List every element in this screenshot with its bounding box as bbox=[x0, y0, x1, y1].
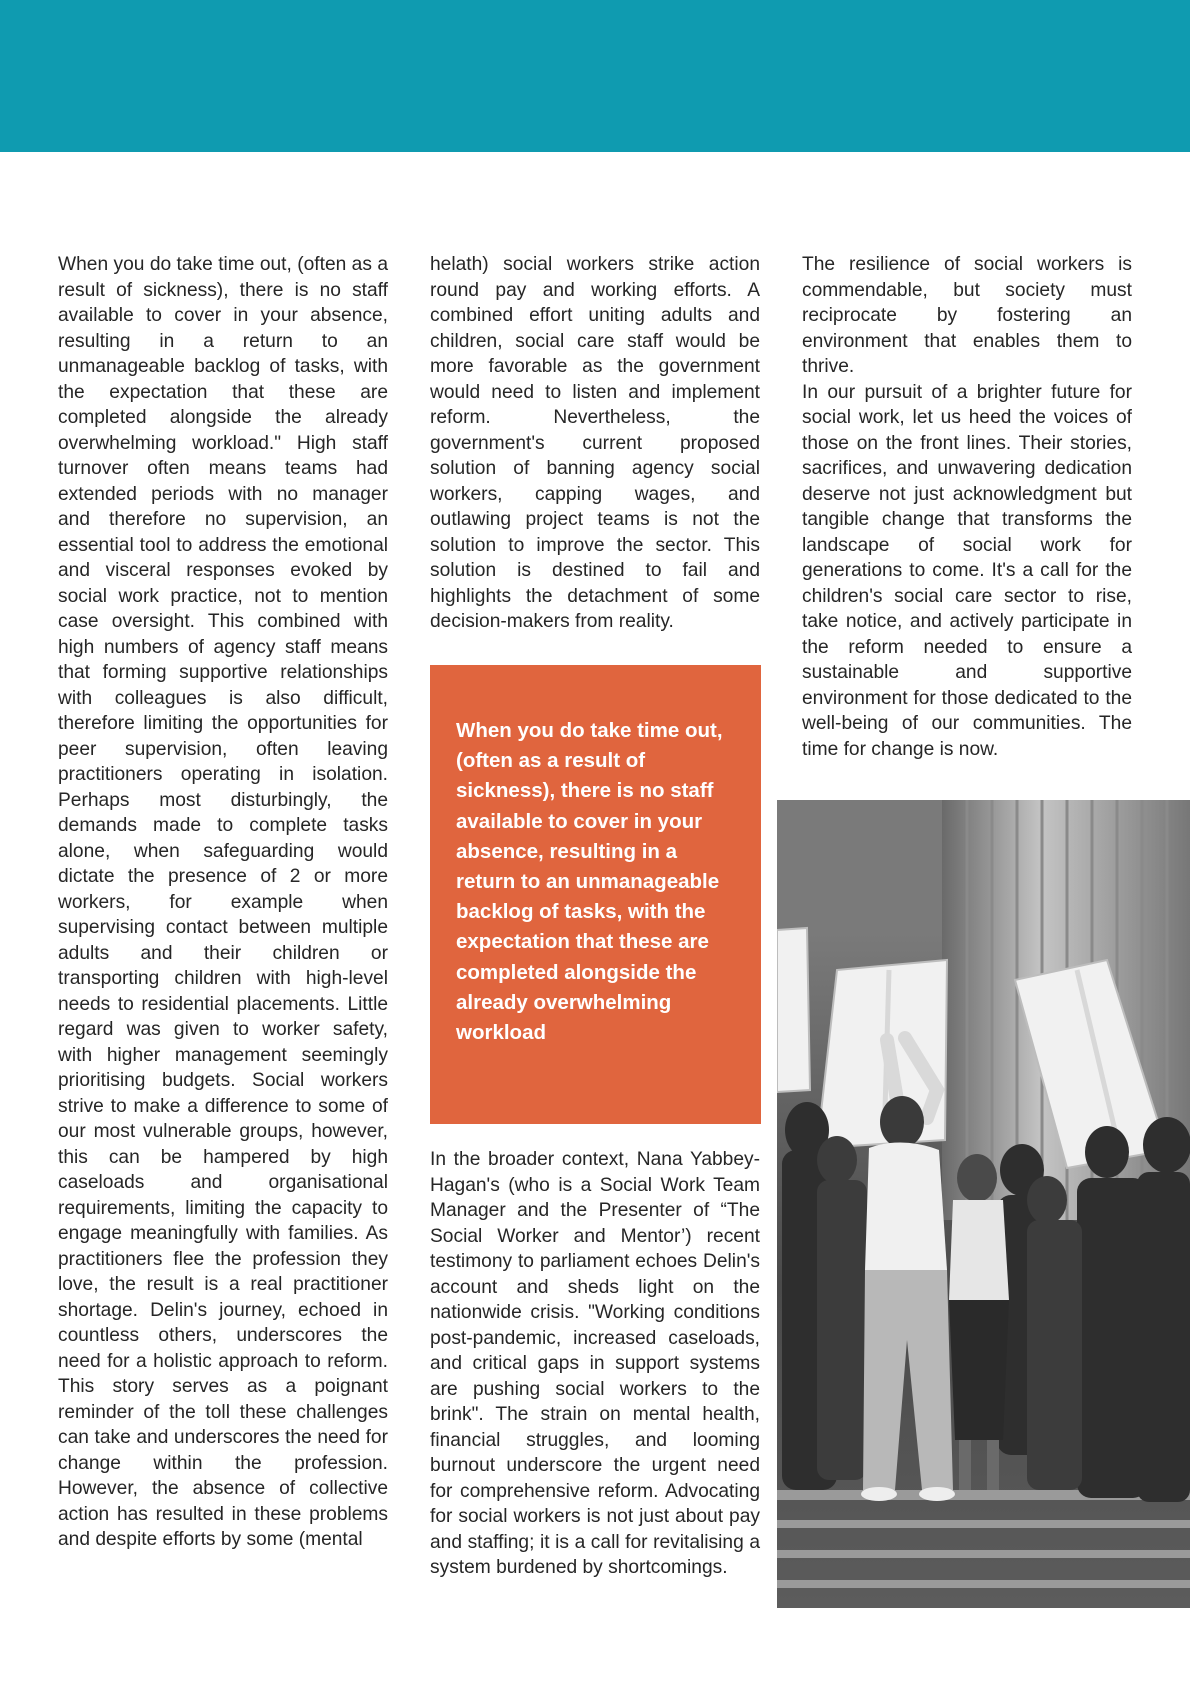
protest-photo bbox=[777, 800, 1190, 1608]
pull-quote-text: When you do take time out, (often as a result of sickness), there is no staff available to cover in your absence, resulting in a return to an unmanageable backlog of tasks, with the expectation that these are completed alongside the already overwhelming workload bbox=[456, 719, 723, 1045]
article-column-2-bottom bbox=[430, 1147, 760, 1581]
protest-photo-illustration bbox=[777, 800, 1190, 1608]
article-column-1 bbox=[58, 252, 388, 1553]
column2-bottom-text: In the broader context, Nana Yabbey-Hagan's (who is a Social Work Team Manager and the Presenter of “The Social Worker and Mentor’) recent testimony to parliament echoes Delin's account and sheds light on the nationwide crisis. "Working conditions post-pandemic, increased caseloads, and critical gaps in support systems are pushing social workers to the brink". The strain on mental health, financial struggles, and looming burnout underscore the urgent need for comprehensive reform. Advocating for social workers is not just about pay and staffing; it is a call for revitalising a system burdened by shortcomings. bbox=[430, 1149, 760, 1578]
column2-top-text: helath) social workers strike action round pay and working efforts. A combined effort uniting adults and children, social care staff would be more favorable as the government would need to listen and implement reform. Nevertheless, the government's current proposed solution of banning agency social workers, capping wages, and outlawing project teams is not the solution to improve the sector. This solution is destined to fail and highlights the detachment of some decision-makers from reality. bbox=[430, 254, 760, 632]
column3-paragraph-2: In our pursuit of a brighter future for social work, let us heed the voices of those on the front lines. Their stories, sacrifices, and unwavering dedication deserve not just acknowledgment but tangible change that transforms the landscape of social work for generations to come. It's a call for the children's social care sector to rise, take notice, and actively participate in the reform needed to ensure a sustainable and supportive environment for those dedicated to the well-being of our communities. The time for change is now. bbox=[802, 381, 1132, 760]
pull-quote-box bbox=[430, 665, 761, 1124]
column3-paragraph-1: The resilience of social workers is commendable, but society must reciprocate by fostering an environment that enables them to thrive. bbox=[802, 254, 1132, 377]
article-column-3 bbox=[802, 252, 1132, 762]
column1-text: When you do take time out, (often as a result of sickness), there is no staff available to cover in your absence, resulting in a return to an unmanageable backlog of tasks, with the expectation that these are completed alongside the already overwhelming workload." High staff turnover often means teams had extended periods with no manager and therefore no supervision, an essential tool to address the emotional and visceral responses evoked by social work practice, not to mention case oversight. This combined with high numbers of agency staff means that forming supportive relationships with colleagues is also difficult, therefore limiting the opportunities for peer supervision, often leaving practitioners operating in isolation. Perhaps most disturbingly, the demands made to complete tasks alone, when safeguarding would dictate the presence of 2 or more workers, for example when supervising contact between multiple adults and their children or transporting children with high-level needs to residential placements. Little regard was given to worker safety, with higher management seemingly prioritising budgets. Social workers strive to make a difference to some of our most vulnerable groups, however, this can be hampered by high caseloads and organisational requirements, limiting the capacity to engage meaningfully with families. As practitioners flee the profession they love, the result is a real practitioner shortage. Delin's journey, echoed in countless others, underscores the need for a holistic approach to reform. This story serves as a poignant reminder of the toll these challenges can take and underscores the need for change within the profession. However, the absence of collective action has resulted in these problems and despite efforts by some (mental bbox=[58, 254, 388, 1550]
article-column-2-top bbox=[430, 252, 760, 635]
top-banner bbox=[0, 0, 1190, 152]
